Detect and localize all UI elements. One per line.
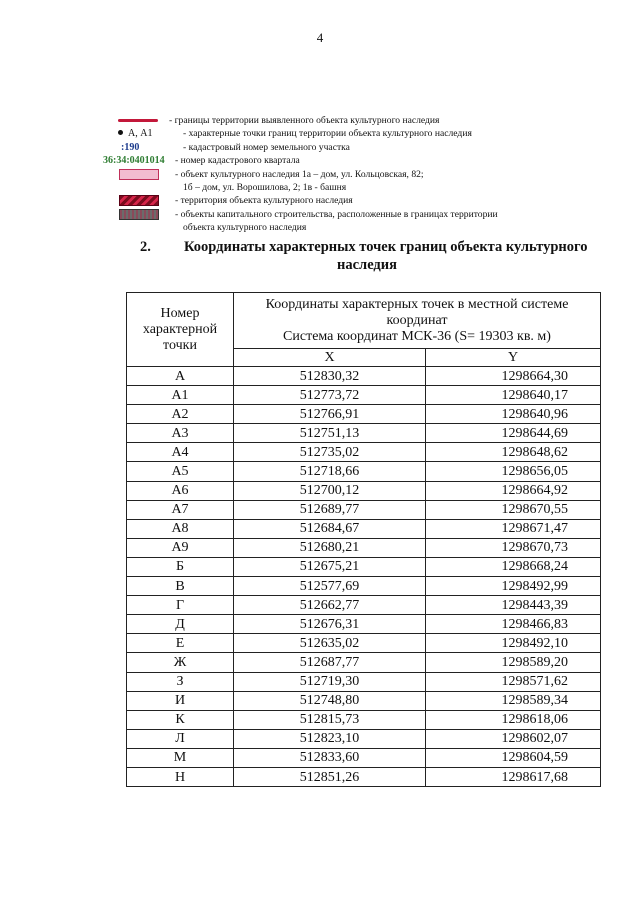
y-cell: 1298571,62 <box>426 672 601 691</box>
legend-capital-cont <box>103 221 563 234</box>
y-cell: 1298618,06 <box>426 710 601 729</box>
y-cell: 1298589,20 <box>426 653 601 672</box>
legend-text: - характерные точки границ территории объекта культурного наследия <box>183 128 472 140</box>
x-cell: 512823,10 <box>234 729 426 748</box>
heritage-object-swatch <box>119 169 159 180</box>
x-cell: 512662,77 <box>234 596 426 615</box>
page-number: 4 <box>316 30 324 45</box>
x-cell: 512676,31 <box>234 615 426 634</box>
y-cell: 1298640,17 <box>426 386 601 405</box>
parcel-symbol-label: :190 <box>121 141 140 153</box>
table-row <box>127 386 601 405</box>
x-cell: 512684,67 <box>234 519 426 538</box>
section-title-line2: наследия <box>337 257 397 273</box>
table-row <box>127 653 601 672</box>
y-cell: 1298466,83 <box>426 615 601 634</box>
y-cell: 1298648,62 <box>426 443 601 462</box>
boundary-line-swatch <box>118 119 158 122</box>
table-row <box>127 672 601 691</box>
y-cell: 1298589,34 <box>426 691 601 710</box>
point-cell: Л <box>127 729 234 748</box>
legend-text: объекта культурного наследия <box>183 222 307 234</box>
point-cell: Б <box>127 557 234 576</box>
legend-text: 1б – дом, ул. Ворошилова, 2; 1в - башня <box>183 181 347 193</box>
header-x: X <box>234 349 426 367</box>
table-row <box>127 748 601 767</box>
point-cell: К <box>127 710 234 729</box>
coordinates-table <box>126 292 601 787</box>
header-coordinates <box>234 293 601 349</box>
x-cell: 512833,60 <box>234 748 426 767</box>
table-row <box>127 767 601 786</box>
x-cell: 512700,12 <box>234 481 426 500</box>
y-cell: 1298640,96 <box>426 405 601 424</box>
x-cell: 512577,69 <box>234 577 426 596</box>
y-cell: 1298443,39 <box>426 596 601 615</box>
table-row <box>127 443 601 462</box>
table-row <box>127 367 601 386</box>
table-row <box>127 405 601 424</box>
x-cell: 512748,80 <box>234 691 426 710</box>
table-row <box>127 462 601 481</box>
table-row <box>127 596 601 615</box>
y-cell: 1298664,30 <box>426 367 601 386</box>
y-cell: 1298664,92 <box>426 481 601 500</box>
legend-text: - номер кадастрового квартала <box>175 155 300 167</box>
header-coordinates-line2: Система координат МСК-36 (S= 19303 кв. м) <box>283 328 551 344</box>
point-cell: Г <box>127 596 234 615</box>
legend-points <box>103 127 563 140</box>
point-cell: А <box>127 367 234 386</box>
y-cell: 1298604,59 <box>426 748 601 767</box>
header-point-number: Номер характерной точки <box>127 293 234 367</box>
section-title <box>184 238 620 274</box>
y-cell: 1298492,10 <box>426 634 601 653</box>
point-cell: В <box>127 577 234 596</box>
capital-construction-swatch <box>119 209 159 220</box>
point-cell: А5 <box>127 462 234 481</box>
table-row <box>127 557 601 576</box>
point-cell: Ж <box>127 653 234 672</box>
legend-object <box>103 168 563 181</box>
point-cell: А9 <box>127 538 234 557</box>
point-cell: Д <box>127 615 234 634</box>
section-number: 2. <box>140 239 151 255</box>
y-cell: 1298602,07 <box>426 729 601 748</box>
x-cell: 512635,02 <box>234 634 426 653</box>
x-cell: 512719,30 <box>234 672 426 691</box>
x-cell: 512815,73 <box>234 710 426 729</box>
quarter-symbol-label: 36:34:0401014 <box>103 155 165 167</box>
point-cell: А1 <box>127 386 234 405</box>
point-cell: А7 <box>127 500 234 519</box>
header-coordinates-line1: Координаты характерных точек в местной системе координат <box>265 296 569 328</box>
x-cell: 512680,21 <box>234 538 426 557</box>
point-cell: З <box>127 672 234 691</box>
table-row <box>127 519 601 538</box>
table-row <box>127 538 601 557</box>
table-row <box>127 500 601 519</box>
x-cell: 512766,91 <box>234 405 426 424</box>
x-cell: 512773,72 <box>234 386 426 405</box>
x-cell: 512735,02 <box>234 443 426 462</box>
x-cell: 512675,21 <box>234 557 426 576</box>
legend-parcel <box>103 141 563 154</box>
point-cell: А3 <box>127 424 234 443</box>
x-cell: 512830,32 <box>234 367 426 386</box>
points-symbol-label: А, А1 <box>128 128 153 140</box>
point-cell: А2 <box>127 405 234 424</box>
point-cell: Е <box>127 634 234 653</box>
legend-text: - границы территории выявленного объекта культурного наследия <box>169 115 440 126</box>
legend <box>103 114 563 235</box>
table-row <box>127 615 601 634</box>
y-cell: 1298671,47 <box>426 519 601 538</box>
legend-object-cont <box>103 181 563 194</box>
y-cell: 1298656,05 <box>426 462 601 481</box>
legend-capital <box>103 208 563 221</box>
x-cell: 512751,13 <box>234 424 426 443</box>
table-row <box>127 481 601 500</box>
y-cell: 1298492,99 <box>426 577 601 596</box>
x-cell: 512687,77 <box>234 653 426 672</box>
table-row <box>127 424 601 443</box>
legend-text: - территория объекта культурного наследия <box>175 195 353 207</box>
y-cell: 1298644,69 <box>426 424 601 443</box>
legend-territory <box>103 194 563 207</box>
legend-text: - объекты капитального строительства, расположенные в границах территории <box>175 208 498 220</box>
point-marker-icon <box>118 127 152 140</box>
legend-border-line <box>103 114 563 127</box>
x-cell: 512689,77 <box>234 500 426 519</box>
table-row <box>127 691 601 710</box>
y-cell: 1298617,68 <box>426 767 601 786</box>
header-y: Y <box>426 349 601 367</box>
table-row <box>127 710 601 729</box>
y-cell: 1298670,73 <box>426 538 601 557</box>
legend-text: - объект культурного наследия 1а – дом, ул. Кольцовская, 82; <box>175 168 424 180</box>
table-row <box>127 634 601 653</box>
y-cell: 1298670,55 <box>426 500 601 519</box>
point-cell: Н <box>127 767 234 786</box>
section-title-line1: Координаты характерных точек границ объекта культурного <box>184 239 588 255</box>
territory-hatch-swatch <box>119 195 159 206</box>
point-cell: И <box>127 691 234 710</box>
table-row <box>127 577 601 596</box>
point-cell: А6 <box>127 481 234 500</box>
legend-quarter <box>103 154 563 167</box>
point-cell: А4 <box>127 443 234 462</box>
point-cell: А8 <box>127 519 234 538</box>
x-cell: 512851,26 <box>234 767 426 786</box>
table-row <box>127 729 601 748</box>
y-cell: 1298668,24 <box>426 557 601 576</box>
legend-text: - кадастровый номер земельного участка <box>183 141 350 153</box>
point-cell: М <box>127 748 234 767</box>
x-cell: 512718,66 <box>234 462 426 481</box>
